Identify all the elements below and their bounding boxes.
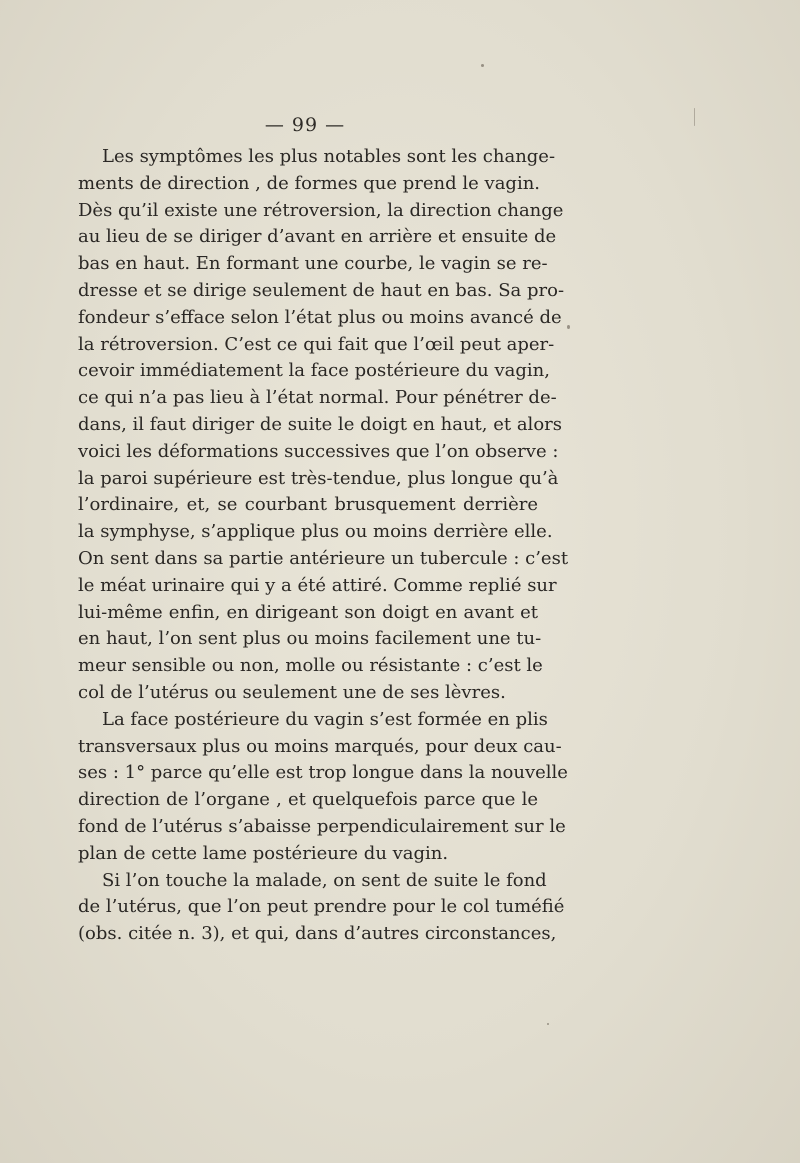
text-line: lui-même enfin, en dirigeant son doigt en avant et [78, 601, 538, 623]
text-line: dresse et se dirige seulement de haut en bas. Sa pro- [78, 279, 565, 301]
text-line: la paroi supérieure est très-tendue, plus longue qu’à [78, 467, 559, 489]
text-line: Les symptômes les plus notables sont les change- [102, 146, 556, 167]
text-line: ses : 1° parce qu’elle est trop longue dans la nouvelle [78, 762, 568, 784]
text-line: dans, il faut diriger de suite le doigt en haut, et alors [78, 413, 562, 435]
text-line: meur sensible ou non, molle ou résistante : c’est le [78, 655, 543, 677]
text-line: ments de direction , de formes que prend le vagin. [78, 172, 541, 194]
text-line: Si l’on touche la malade, on sent de suite le fond [102, 869, 547, 891]
text-line: col de l’utérus ou seulement une de ses lèvres. [78, 681, 506, 703]
text-line: ce qui n’a pas lieu à l’état normal. Pour pénétrer de- [78, 387, 557, 409]
text-line: fond de l’utérus s’abaisse perpendiculairement sur le [78, 815, 566, 837]
paper-speck [547, 1023, 549, 1025]
paper-speck [481, 64, 484, 67]
text-line: (obs. citée n. 3), et qui, dans d’autres circonstances, [78, 923, 557, 945]
paper-speck [567, 325, 570, 329]
text-line: plan de cette lame postérieure du vagin. [78, 842, 449, 864]
text-line: direction de l’organe , et quelquefois parce que le [78, 789, 538, 811]
text-line: cevoir immédiatement la face postérieure du vagin, [78, 360, 550, 382]
text-line: fondeur s’efface selon l’état plus ou moins avancé de [78, 306, 562, 328]
text-line: en haut, l’on sent plus ou moins facilement une tu- [78, 628, 542, 650]
paper-speck [694, 108, 695, 126]
text-line: Dès qu’il existe une rétroversion, la direction change [78, 199, 564, 221]
text-line: transversaux plus ou moins marqués, pour deux cau- [78, 735, 562, 757]
body-text [78, 144, 569, 948]
text-line: On sent dans sa partie antérieure un tubercule : c’est [78, 547, 569, 569]
text-line: de l’utérus, que l’on peut prendre pour le col tuméfié [78, 896, 565, 918]
text-line: la rétroversion. C’est ce qui fait que l’œil peut aper- [78, 333, 555, 355]
text-line: l’ordinaire, et, se courbant brusquement derrière [78, 494, 538, 516]
page-number: — 99 — [264, 114, 346, 136]
text-line: voici les déformations successives que l’on observe : [78, 440, 559, 462]
text-line: La face postérieure du vagin s’est formée en plis [102, 708, 548, 730]
text-line: bas en haut. En formant une courbe, le vagin se re- [78, 253, 548, 275]
text-line: la symphyse, s’applique plus ou moins derrière elle. [78, 521, 553, 543]
text-line: au lieu de se diriger d’avant en arrière et ensuite de [78, 226, 557, 248]
text-line: le méat urinaire qui y a été attiré. Comme replié sur [78, 574, 557, 596]
